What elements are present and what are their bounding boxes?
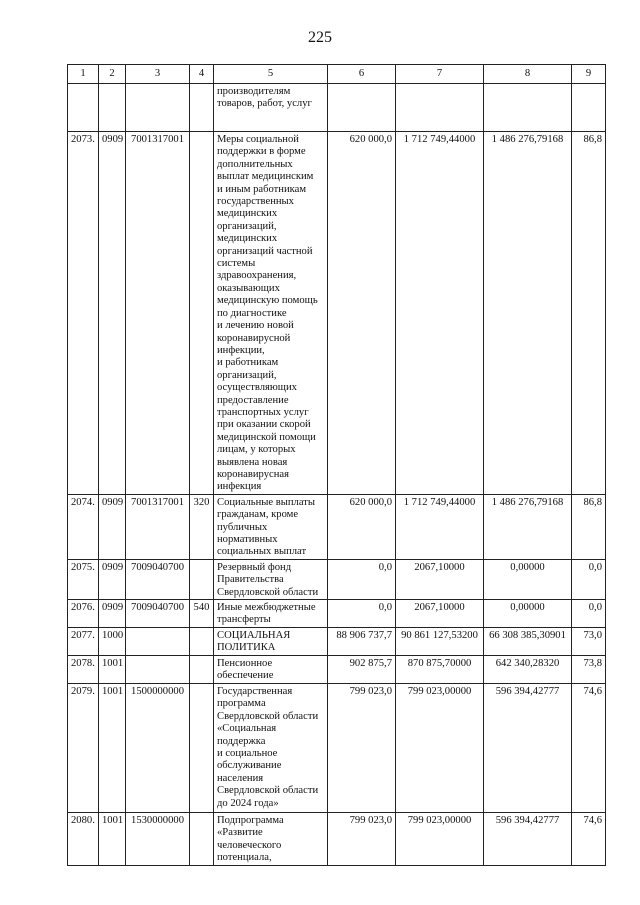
approved-amount: 0,0 bbox=[328, 559, 396, 599]
section-code: 0909 bbox=[99, 600, 126, 628]
section-code: 0909 bbox=[99, 132, 126, 495]
executed-amount bbox=[484, 84, 572, 132]
revised-amount: 799 023,00000 bbox=[396, 813, 484, 866]
row-number: 2079. bbox=[68, 684, 99, 813]
executed-amount: 1 486 276,79168 bbox=[484, 132, 572, 495]
approved-amount: 902 875,7 bbox=[328, 656, 396, 684]
expense-type-code bbox=[190, 628, 214, 656]
row-number: 2078. bbox=[68, 656, 99, 684]
approved-amount: 799 023,0 bbox=[328, 813, 396, 866]
executed-amount: 596 394,42777 bbox=[484, 684, 572, 813]
row-description: Государственная программа Свердловской области «Социальная поддержка и социальное обслуживание населения Свердловской области до 2024 года» bbox=[214, 684, 328, 813]
target-article-code: 7001317001 bbox=[126, 132, 190, 495]
table-row bbox=[68, 656, 606, 684]
row-number: 2080. bbox=[68, 813, 99, 866]
row-description: Подпрограмма «Развитие человеческого потенциала, bbox=[214, 813, 328, 866]
target-article-code: 7001317001 bbox=[126, 494, 190, 559]
row-number: 2076. bbox=[68, 600, 99, 628]
row-description: Иные межбюджетные трансферты bbox=[214, 600, 328, 628]
table-body bbox=[68, 84, 606, 866]
approved-amount bbox=[328, 84, 396, 132]
approved-amount: 0,0 bbox=[328, 600, 396, 628]
target-article-code bbox=[126, 656, 190, 684]
page-number: 225 bbox=[308, 29, 332, 46]
expense-type-code bbox=[190, 813, 214, 866]
section-code: 0909 bbox=[99, 559, 126, 599]
header-col-9: 9 bbox=[572, 65, 606, 84]
executed-amount: 0,00000 bbox=[484, 600, 572, 628]
execution-percent: 0,0 bbox=[572, 600, 606, 628]
section-code: 1000 bbox=[99, 628, 126, 656]
table-header bbox=[68, 65, 606, 84]
table-row bbox=[68, 132, 606, 495]
header-col-5: 5 bbox=[214, 65, 328, 84]
table-row bbox=[68, 84, 606, 132]
header-col-2: 2 bbox=[99, 65, 126, 84]
expense-type-code bbox=[190, 656, 214, 684]
row-number: 2073. bbox=[68, 132, 99, 495]
executed-amount: 0,00000 bbox=[484, 559, 572, 599]
revised-amount: 870 875,70000 bbox=[396, 656, 484, 684]
revised-amount: 799 023,00000 bbox=[396, 684, 484, 813]
expense-type-code bbox=[190, 132, 214, 495]
revised-amount: 1 712 749,44000 bbox=[396, 494, 484, 559]
row-number: 2074. bbox=[68, 494, 99, 559]
execution-percent: 86,8 bbox=[572, 132, 606, 495]
execution-percent: 86,8 bbox=[572, 494, 606, 559]
execution-percent: 73,0 bbox=[572, 628, 606, 656]
execution-percent: 74,6 bbox=[572, 684, 606, 813]
execution-percent: 0,0 bbox=[572, 559, 606, 599]
header-col-7: 7 bbox=[396, 65, 484, 84]
table-row bbox=[68, 628, 606, 656]
approved-amount: 88 906 737,7 bbox=[328, 628, 396, 656]
header-row bbox=[68, 65, 606, 84]
approved-amount: 620 000,0 bbox=[328, 494, 396, 559]
row-description: Меры социальной поддержки в форме дополнительных выплат медицинским и иным работникам государственных медицинских организаций, медицинских организаций частной системы здравоохранения, оказывающих медицинскую помощь по диагностике и лечению новой коронавирусной инфекции, и работникам организаций, осуществляющих предоставление транспортных услуг при оказании скорой медицинской помощи лицам, у которых выявлена новая коронавирусная инфекция bbox=[214, 132, 328, 495]
budget-table bbox=[67, 64, 606, 866]
expense-type-code bbox=[190, 84, 214, 132]
header-col-3: 3 bbox=[126, 65, 190, 84]
header-col-6: 6 bbox=[328, 65, 396, 84]
execution-percent: 73,8 bbox=[572, 656, 606, 684]
executed-amount: 596 394,42777 bbox=[484, 813, 572, 866]
table-row bbox=[68, 559, 606, 599]
approved-amount: 620 000,0 bbox=[328, 132, 396, 495]
header-col-4: 4 bbox=[190, 65, 214, 84]
revised-amount: 2067,10000 bbox=[396, 600, 484, 628]
row-number: 2077. bbox=[68, 628, 99, 656]
executed-amount: 642 340,28320 bbox=[484, 656, 572, 684]
executed-amount: 66 308 385,30901 bbox=[484, 628, 572, 656]
executed-amount: 1 486 276,79168 bbox=[484, 494, 572, 559]
row-number bbox=[68, 84, 99, 132]
row-description: производителям товаров, работ, услуг bbox=[214, 84, 328, 132]
target-article-code: 1500000000 bbox=[126, 684, 190, 813]
header-col-8: 8 bbox=[484, 65, 572, 84]
revised-amount: 1 712 749,44000 bbox=[396, 132, 484, 495]
target-article-code bbox=[126, 84, 190, 132]
section-code: 1001 bbox=[99, 684, 126, 813]
execution-percent bbox=[572, 84, 606, 132]
table-row bbox=[68, 813, 606, 866]
row-description: Пенсионное обеспечение bbox=[214, 656, 328, 684]
section-code: 1001 bbox=[99, 656, 126, 684]
row-number: 2075. bbox=[68, 559, 99, 599]
revised-amount: 90 861 127,53200 bbox=[396, 628, 484, 656]
table-row bbox=[68, 684, 606, 813]
section-code: 0909 bbox=[99, 494, 126, 559]
table-row bbox=[68, 494, 606, 559]
expense-type-code bbox=[190, 684, 214, 813]
target-article-code: 1530000000 bbox=[126, 813, 190, 866]
section-code bbox=[99, 84, 126, 132]
target-article-code: 7009040700 bbox=[126, 559, 190, 599]
approved-amount: 799 023,0 bbox=[328, 684, 396, 813]
target-article-code: 7009040700 bbox=[126, 600, 190, 628]
table-row bbox=[68, 600, 606, 628]
expense-type-code bbox=[190, 559, 214, 599]
expense-type-code: 540 bbox=[190, 600, 214, 628]
execution-percent: 74,6 bbox=[572, 813, 606, 866]
revised-amount: 2067,10000 bbox=[396, 559, 484, 599]
section-code: 1001 bbox=[99, 813, 126, 866]
revised-amount bbox=[396, 84, 484, 132]
expense-type-code: 320 bbox=[190, 494, 214, 559]
row-description: СОЦИАЛЬНАЯ ПОЛИТИКА bbox=[214, 628, 328, 656]
target-article-code bbox=[126, 628, 190, 656]
header-col-1: 1 bbox=[68, 65, 99, 84]
row-description: Резервный фонд Правительства Свердловской области bbox=[214, 559, 328, 599]
row-description: Социальные выплаты гражданам, кроме публичных нормативных социальных выплат bbox=[214, 494, 328, 559]
